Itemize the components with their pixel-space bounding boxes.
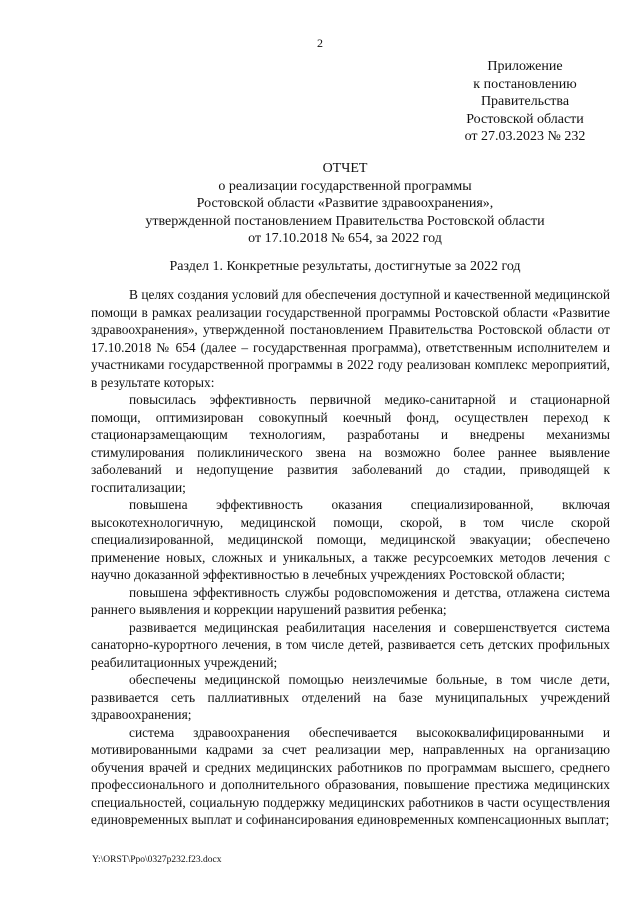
report-body (91, 286, 610, 829)
body-paragraph: система здравоохранения обеспечивается высококвалифицированными и мотивированными кадрами за счет реализации мер, направленных на организацию обучения врачей и средних медицинских работников по программам высшего, среднего профессионального и дополнительного образования, повышение престижа медицинских специальностей, социальную поддержку медицинских работников в части осуществления единовременных выплат и софинансирования единовременных компенсационных выплат; (91, 724, 610, 827)
report-title-line: Ростовской области «Развитие здравоохранения», (196, 196, 494, 211)
section-heading: Раздел 1. Конкретные результаты, достигнутые за 2022 год (169, 259, 521, 274)
appendix-line: от 27.03.2023 № 232 (464, 129, 586, 144)
body-paragraph: обеспечены медицинской помощью неизлечимые больные, в том числе дети, развивается сеть паллиативных отделений на базе муниципальных учреждений здравоохранения; (91, 672, 610, 722)
report-heading: ОТЧЕТ (322, 161, 368, 176)
body-paragraph: В целях создания условий для обеспечения доступной и качественной медицинской помощи в рамках реализации государственной программы Ростовской области «Развитие здравоохранения», утвержденной постановлением Правительства Ростовской области от 17.10.2018 № 654 (далее – государственная программа), ответственным исполнителем и участниками государственной программы в 2022 году реализован комплекс мероприятий, в результате которых: (91, 287, 610, 390)
body-paragraph: повысилась эффективность первичной медико-санитарной и стационарной помощи, оптимизирован совокупный коечный фонд, осуществлен переход к стационарзамещающим технологиям, разработаны и внедрены механизмы стимулирования поликлинического звена на возможно более раннее выявление заболеваний и недопущение развития заболеваний до стадии, приводящей к госпитализации; (91, 392, 610, 495)
appendix-line: Приложение (487, 59, 563, 74)
appendix-line: Правительства (480, 94, 570, 109)
report-title (90, 160, 600, 248)
body-paragraph: повышена эффективность службы родовспоможения и детства, отлажена система раннего выявления и коррекции нарушений развития ребенка; (91, 584, 610, 617)
appendix-block (440, 58, 610, 146)
report-title-line: от 17.10.2018 № 654, за 2022 год (248, 231, 442, 246)
page-number: 2 (317, 36, 323, 50)
file-path-footer: Y:\ORST\Ppo\0327p232.f23.docx (92, 855, 222, 865)
report-title-line: утвержденной постановлением Правительства Ростовской области (145, 213, 545, 229)
body-paragraph: развивается медицинская реабилитация населения и совершенствуется система санаторно-курортного лечения, в том числе детей, развивается сеть детских профильных реабилитационных учреждений; (91, 619, 610, 670)
appendix-line: к постановлению (473, 76, 577, 92)
appendix-line: Ростовской области (466, 111, 584, 127)
body-paragraph: повышена эффективность оказания специализированной, включая высокотехнологичную, медицинской помощи, скорой, в том числе скорой специализированной, медицинской помощи, медицинской эвакуации; обеспечено применение новых, сложных и уникальных, а также ресурсоемких методов лечения с научно доказанной эффективностью в лечебных учреждениях Ростовской области; (91, 497, 610, 582)
report-title-line: о реализации государственной программы (218, 178, 472, 194)
